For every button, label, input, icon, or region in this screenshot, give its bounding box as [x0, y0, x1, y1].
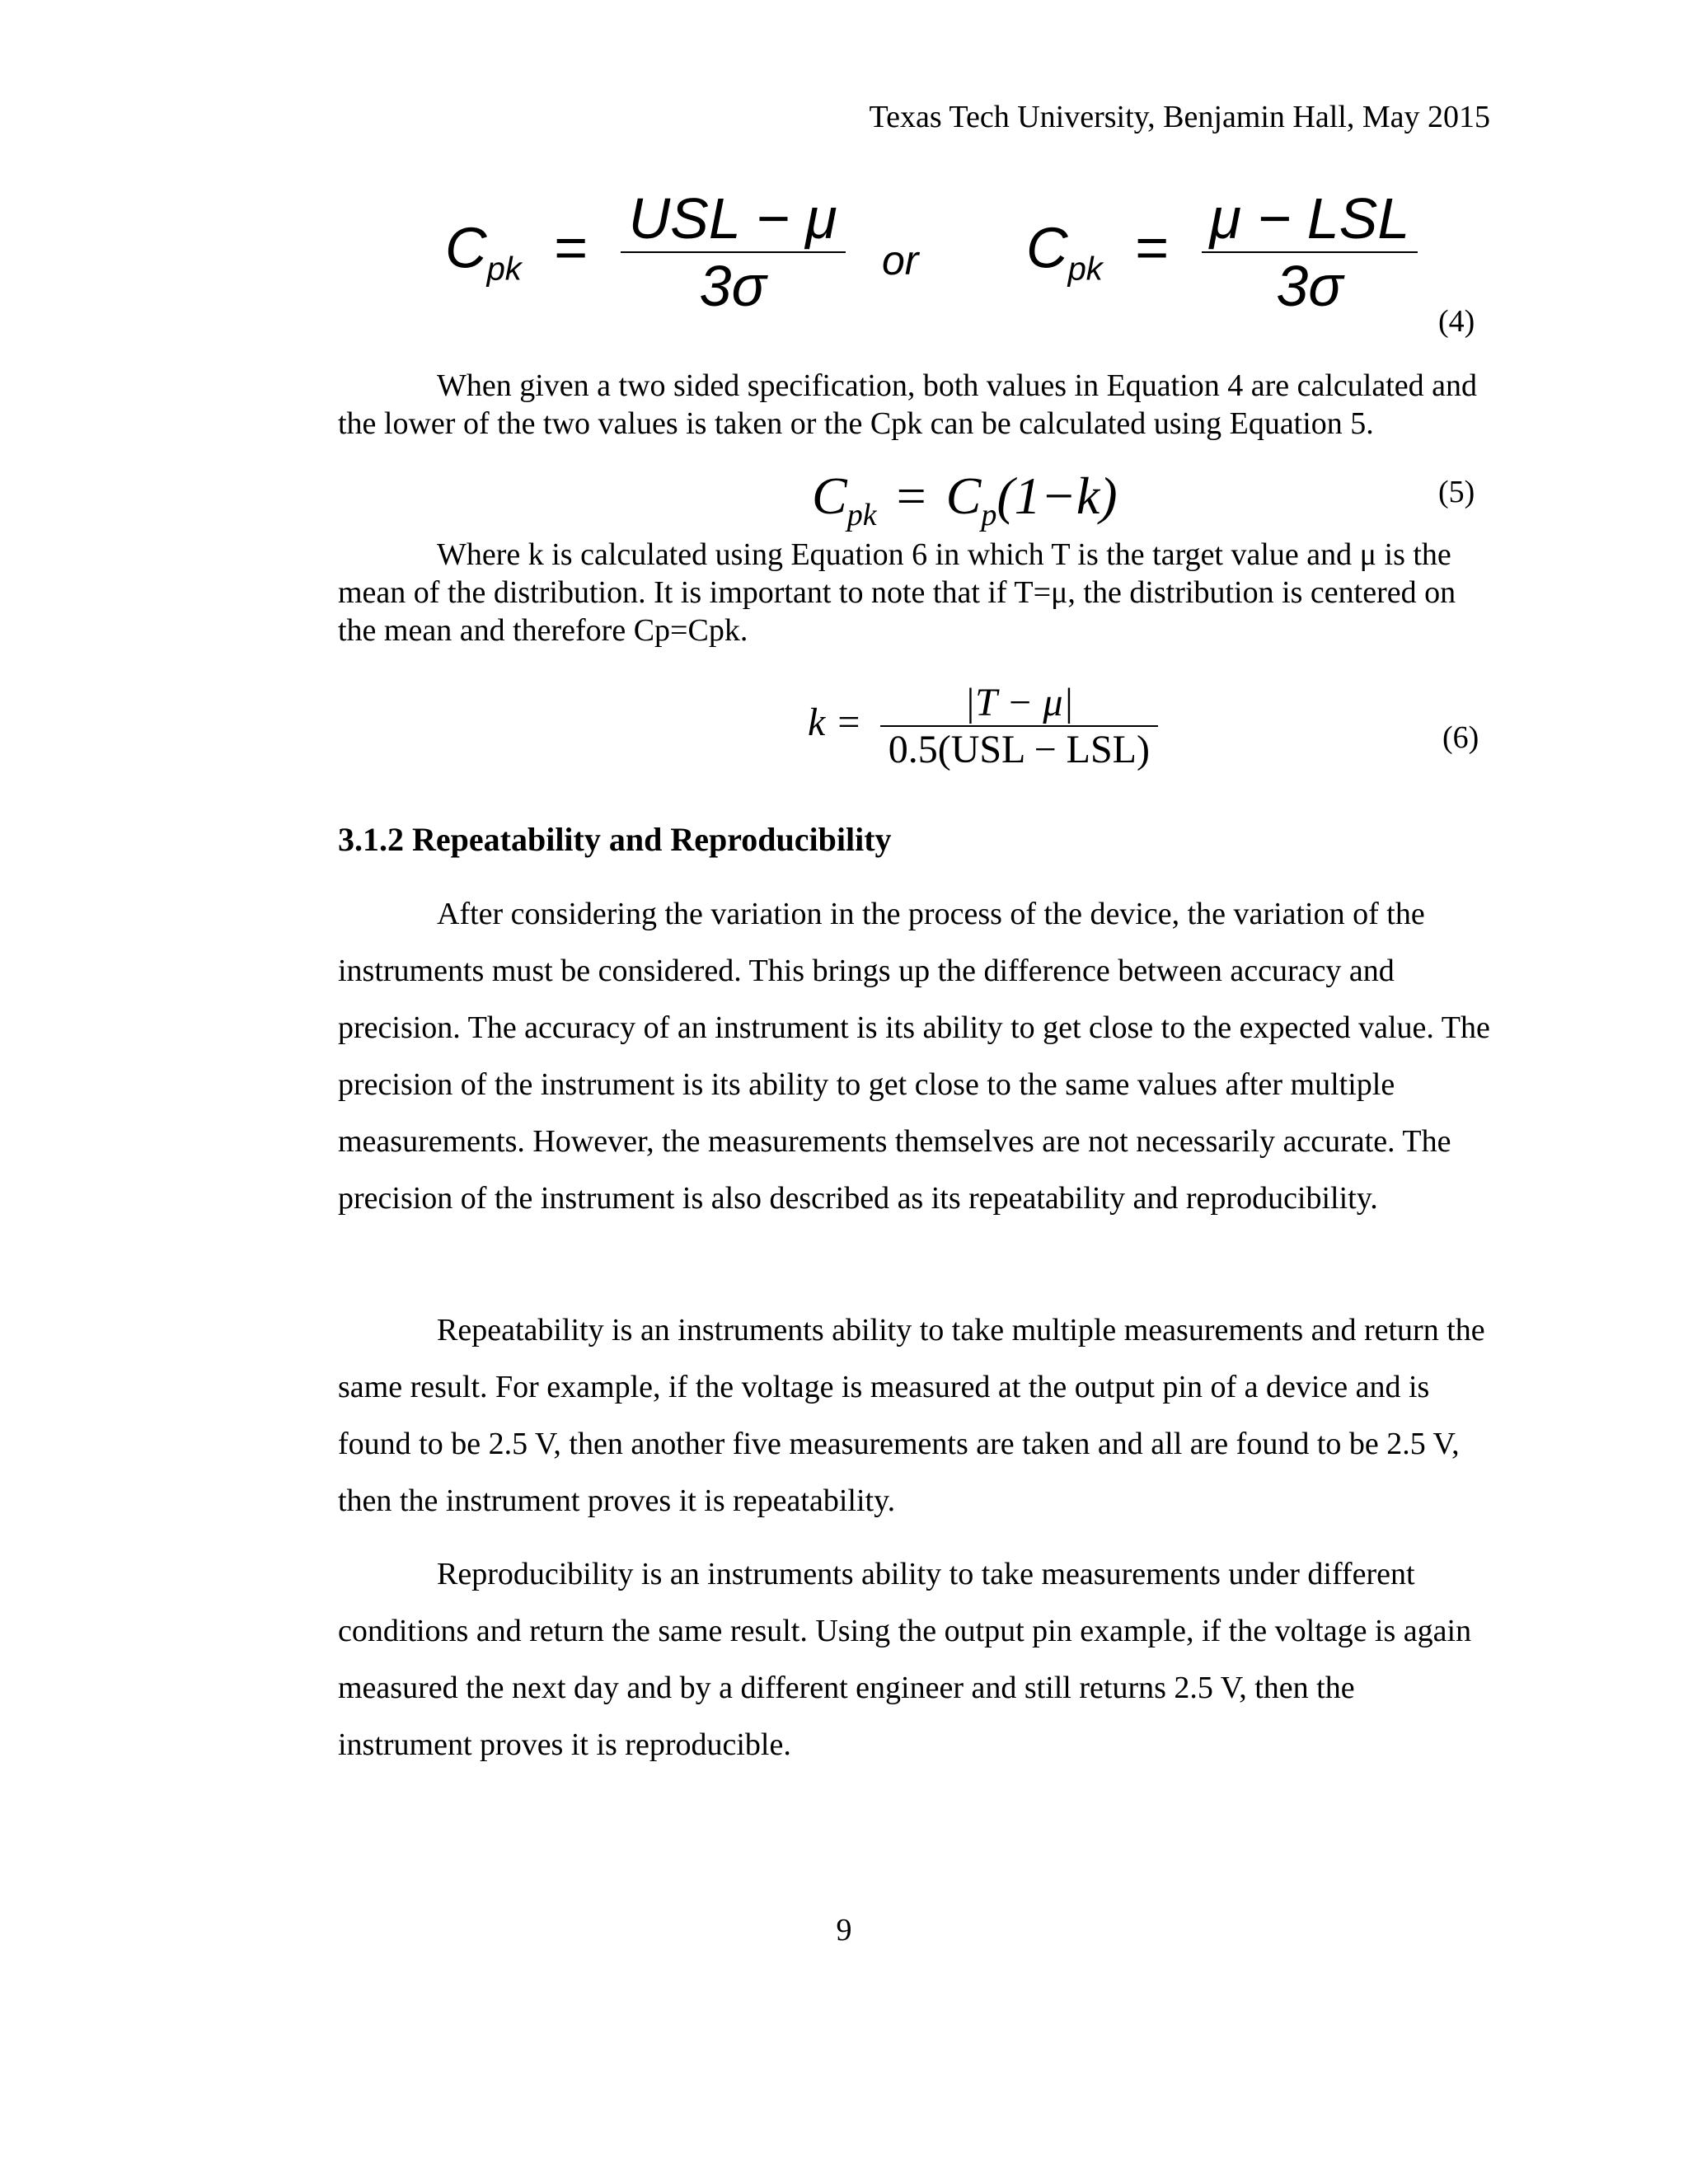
paragraph-accuracy-precision: After considering the variation in the process of the device, the variation of the instruments must be considered. This brings up the difference between accuracy and precision. The accuracy of an instrument is its ability to get close to the expected value. The precision of the instrument is its ability to get close to the same values after multiple measurements. However, the measurements themselves are not necessarily accurate. The precision of the instrument is also described as its repeatability and reproducibility.	[338, 897, 1490, 1216]
section-heading: 3.1.2 Repeatability and Reproducibility	[338, 821, 892, 858]
equation-6	[0, 680, 1688, 804]
equation-4	[437, 185, 1508, 342]
equation-5-number: (5)	[1438, 475, 1475, 509]
eq5-rhs: C	[945, 466, 982, 525]
eq4-right-fraction	[1202, 185, 1418, 319]
eq5-rest: (1−k)	[996, 466, 1118, 525]
equation-4-number: (4)	[1438, 304, 1475, 339]
eq4-left-numerator: USL − μ	[621, 185, 846, 253]
eq6-lhs: k =	[808, 701, 862, 745]
eq4-left-fraction	[621, 185, 846, 319]
equation-6-number: (6)	[1442, 720, 1479, 755]
equation-4-left	[445, 185, 846, 319]
eq4-left-denominator: 3σ	[699, 254, 767, 318]
running-header: Texas Tech University, Benjamin Hall, May 2015	[869, 100, 1490, 134]
paragraph-reproducibility: Reproducibility is an instruments ability to take measurements under different conditions and return the same result. Using the output pin example, if the voltage is again measured the next day and by a different engineer and still returns 2.5 V, then the instrument proves it is reproducible.	[338, 1557, 1472, 1762]
eq4-right-numerator: μ − LSL	[1202, 185, 1418, 253]
eq5-lhs: C	[812, 466, 847, 525]
eq5-eq: =	[896, 466, 926, 525]
equation-5	[0, 466, 1688, 532]
eq5-lhs-sub: pk	[846, 497, 877, 532]
equation-4-right	[1026, 185, 1418, 319]
paragraph-k-definition: Where k is calculated using Equation 6 in which T is the target value and μ is the mean of the distribution. It is important to note that if T=μ, the distribution is centered on the mean and therefore Cp=Cpk.	[338, 537, 1456, 648]
eq4-right-denominator: 3σ	[1276, 254, 1343, 318]
eq4-left-sub: pk	[486, 251, 522, 288]
equation-4-connector: or	[882, 237, 919, 284]
eq4-right-sub: pk	[1067, 251, 1103, 288]
eq5-rhs-sub: p	[981, 497, 997, 532]
equation-6-body	[808, 680, 1158, 772]
eq4-right-lhs: C	[1026, 215, 1068, 280]
page-number: 9	[836, 1913, 852, 1947]
eq6-fraction	[880, 680, 1158, 772]
paragraph-repeatability: Repeatability is an instruments ability to take multiple measurements and return the same result. For example, if the voltage is measured at the output pin of a device and is found to be 2.5 V, then another five measurements are taken and all are found to be 2.5 V, then the instrument proves it is repeatability.	[338, 1313, 1485, 1518]
equation-5-body	[812, 466, 1118, 533]
paragraph-cpk-two-sided: When given a two sided specification, both values in Equation 4 are calculated and the lower of the two values is taken or the Cpk can be calculated using Equation 5.	[338, 368, 1478, 441]
eq6-denominator: 0.5(USL − LSL)	[888, 728, 1150, 771]
eq4-left-eq: =	[554, 215, 588, 280]
eq4-right-eq: =	[1135, 215, 1170, 280]
eq6-numerator: |T − μ|	[880, 680, 1158, 727]
eq4-left-lhs: C	[445, 215, 487, 280]
